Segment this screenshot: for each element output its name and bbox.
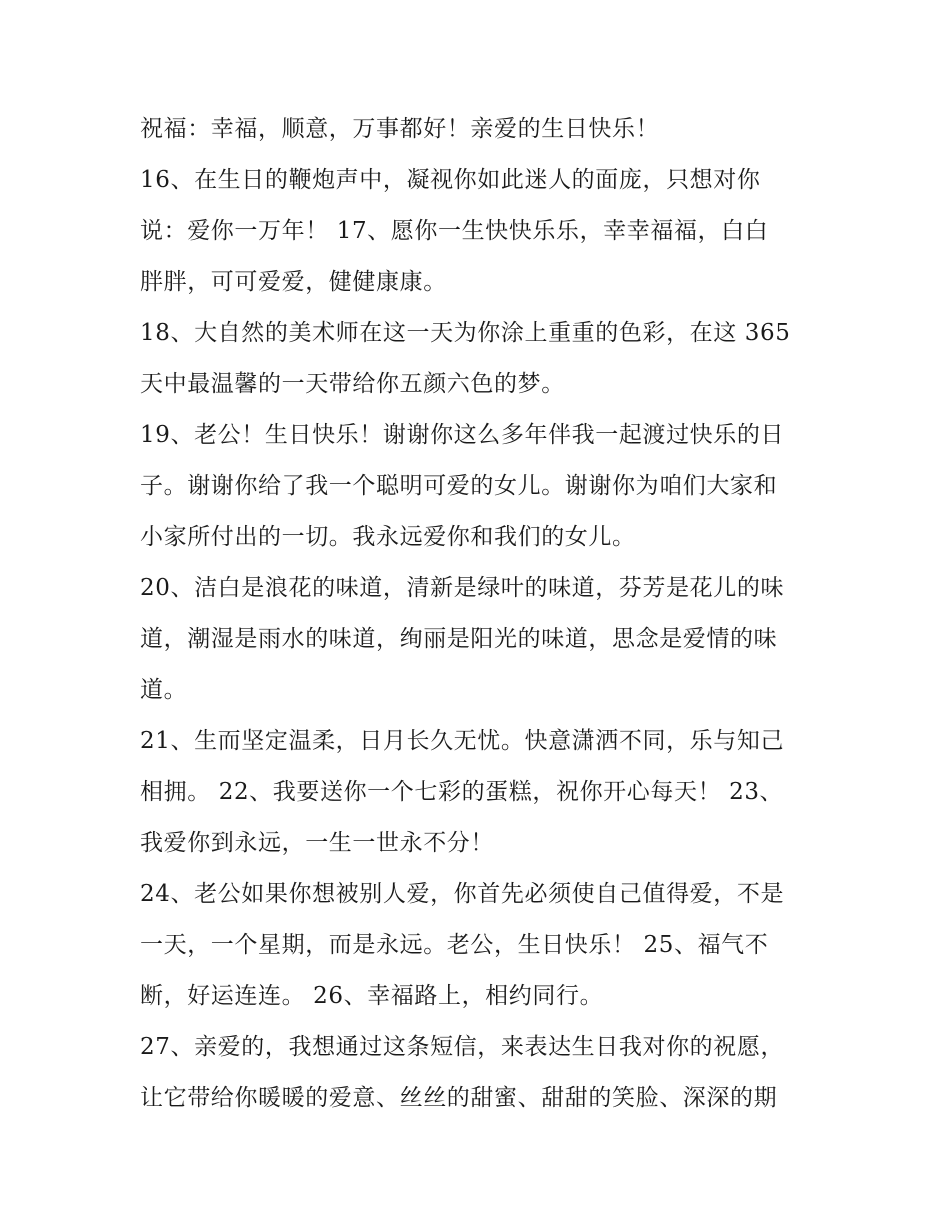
text-line-8: 子。谢谢你给了我一个聪明可爱的女儿。谢谢你为咱们大家和: [140, 473, 778, 499]
text-line-17: 一天，一个星期，而是永远。老公，生日快乐！ 25、福气不: [140, 932, 769, 958]
text-line-20: 让它带给你暖暖的爱意、丝丝的甜蜜、甜甜的笑脸、深深的期: [140, 1085, 778, 1111]
text-line-19: 27、亲爱的，我想通过这条短信，来表达生日我对你的祝愿，: [140, 1034, 785, 1060]
text-line-14: 相拥。 22、我要送你一个七彩的蛋糕，祝你开心每天！ 23、: [140, 779, 784, 805]
text-line-11: 道，潮湿是雨水的味道，绚丽是阳光的味道，思念是爱情的味: [140, 626, 778, 652]
text-line-15: 我爱你到永远，一生一世永不分！: [140, 830, 494, 856]
text-line-13: 21、生而坚定温柔，日月长久无忧。快意潇洒不同，乐与知己: [140, 728, 785, 754]
text-line-9: 小家所付出的一切。我永远爱你和我们的女儿。: [140, 524, 636, 550]
text-line-2: 16、在生日的鞭炮声中，凝视你如此迷人的面庞，只想对你: [140, 167, 761, 193]
text-line-1: 祝福：幸福，顺意，万事都好！亲爱的生日快乐！: [140, 116, 660, 142]
text-line-10: 20、洁白是浪花的味道，清新是绿叶的味道，芬芳是花儿的味: [140, 575, 785, 601]
text-line-16: 24、老公如果你想被别人爱，你首先必须使自己值得爱，不是: [140, 881, 785, 907]
document-body: [140, 104, 820, 1124]
text-line-18: 断，好运连连。 26、幸福路上，相约同行。: [140, 983, 604, 1009]
text-line-3: 说：爱你一万年！ 17、愿你一生快快乐乐，幸幸福福，白白: [140, 218, 769, 244]
text-line-5: 18、大自然的美术师在这一天为你涂上重重的色彩，在这 365: [140, 320, 791, 346]
text-line-12: 道。: [140, 677, 188, 703]
text-line-6: 天中最温馨的一天带给你五颜六色的梦。: [140, 371, 565, 397]
text-line-7: 19、老公！生日快乐！谢谢你这么多年伴我一起渡过快乐的日: [140, 422, 785, 448]
text-line-4: 胖胖，可可爱爱，健健康康。: [140, 269, 447, 295]
